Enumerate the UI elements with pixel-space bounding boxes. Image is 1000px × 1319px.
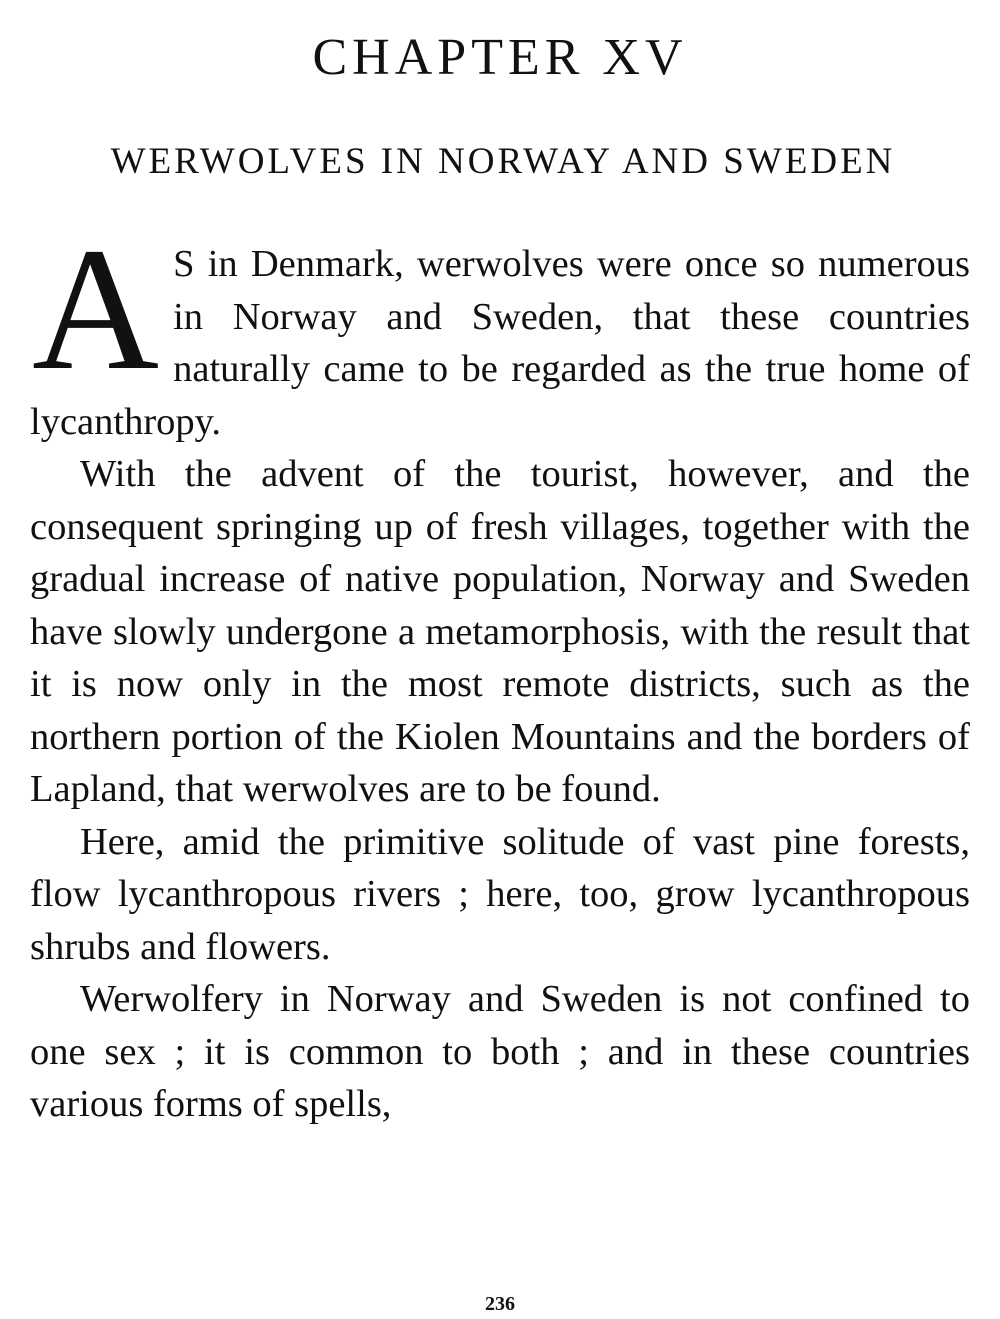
body-text (30, 212, 970, 1131)
paragraph: Here, amid the primitive solitude of vast pine forests, flow lycanthropous rivers ; here, too, grow lycanthropous shrubs and flowers. (30, 820, 970, 968)
paragraph (30, 212, 970, 448)
chapter-number: CHAPTER XV (312, 29, 688, 86)
drop-cap: A (32, 212, 160, 407)
chapter-title: WERWOLVES IN NORWAY AND SWEDEN (110, 141, 896, 182)
paragraph-text: S in Denmark, werwolves were once so numerous in Norway and Sweden, that these countries naturally came to be regarded as the true home of lycanthropy. (30, 243, 970, 443)
paragraph: With the advent of the tourist, however, and the consequent springing up of fresh villages, together with the gradual increase of native population, Norway and Sweden have slowly undergone a metamorphosis, with the result that it is now only in the most remote districts, such as the northern portion of the Kiolen Mountains and the borders of Lapland, that werwolves are to be found. (30, 453, 970, 810)
paragraph: Werwolfery in Norway and Sweden is not confined to one sex ; it is common to both ; and in these countries various forms of spells, (30, 978, 970, 1125)
page-number: 236 (485, 1293, 515, 1315)
